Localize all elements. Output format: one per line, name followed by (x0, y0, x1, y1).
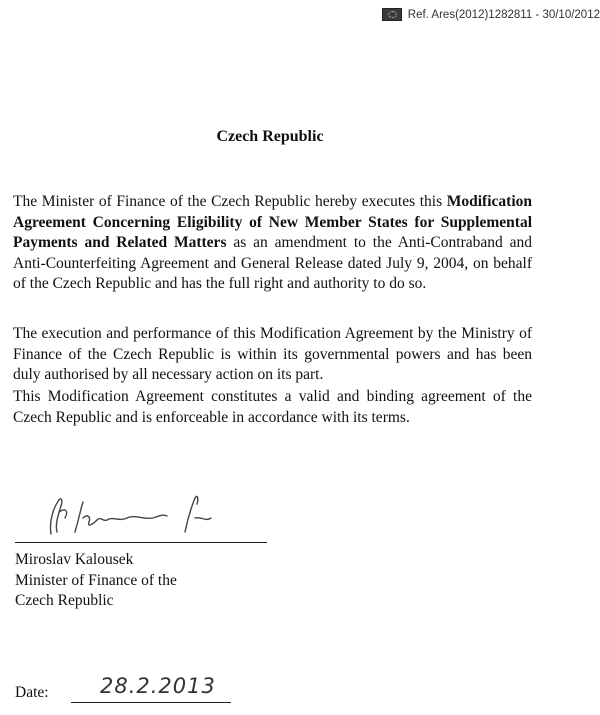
reference-stamp-text: Ref. Ares(2012)1282811 - 30/10/2012 (407, 8, 600, 21)
date-label: Date: (15, 684, 49, 701)
paragraph-binding: This Modification Agreement constitutes a valid and binding agreement of the Czech Republic and is enforceable in accordance with its terms. (13, 388, 532, 426)
paragraph-authority: The execution and performance of this Modification Agreement by the Ministry of Finance of the Czech Republic is within its governmental powers and has been duly authorised by all necessary action on its part. (13, 325, 532, 383)
date-row (15, 672, 255, 706)
date-value: 28.2.2013 (100, 674, 216, 698)
eu-flag-icon (382, 8, 402, 21)
signer-title-line1: Minister of Finance of the (15, 571, 177, 589)
signer-name: Miroslav Kalousek (15, 551, 134, 568)
signer-title-line2: Czech Republic (15, 592, 114, 609)
paragraph-execution-intro: The Minister of Finance of the Czech Republic hereby executes this (13, 193, 443, 210)
document-title: Czech Republic (216, 128, 324, 145)
date-line (71, 702, 231, 703)
paragraph-execution-rest: as an amendment to the Anti-Contraband and Anti-Counterfeiting Agreement and General Release dated July 9, 2004, on behalf of the Czech Republic and has the full right and authority to do so. (13, 234, 532, 292)
reference-stamp (382, 8, 600, 21)
signature-line (15, 542, 267, 543)
agreement-name: Modification Agreement Concerning Eligibility of New Member States for Supplemental Payments and Related Matters (13, 193, 532, 251)
signer-block (15, 550, 177, 612)
paragraph-execution (13, 192, 532, 295)
handwritten-signature (35, 488, 215, 540)
